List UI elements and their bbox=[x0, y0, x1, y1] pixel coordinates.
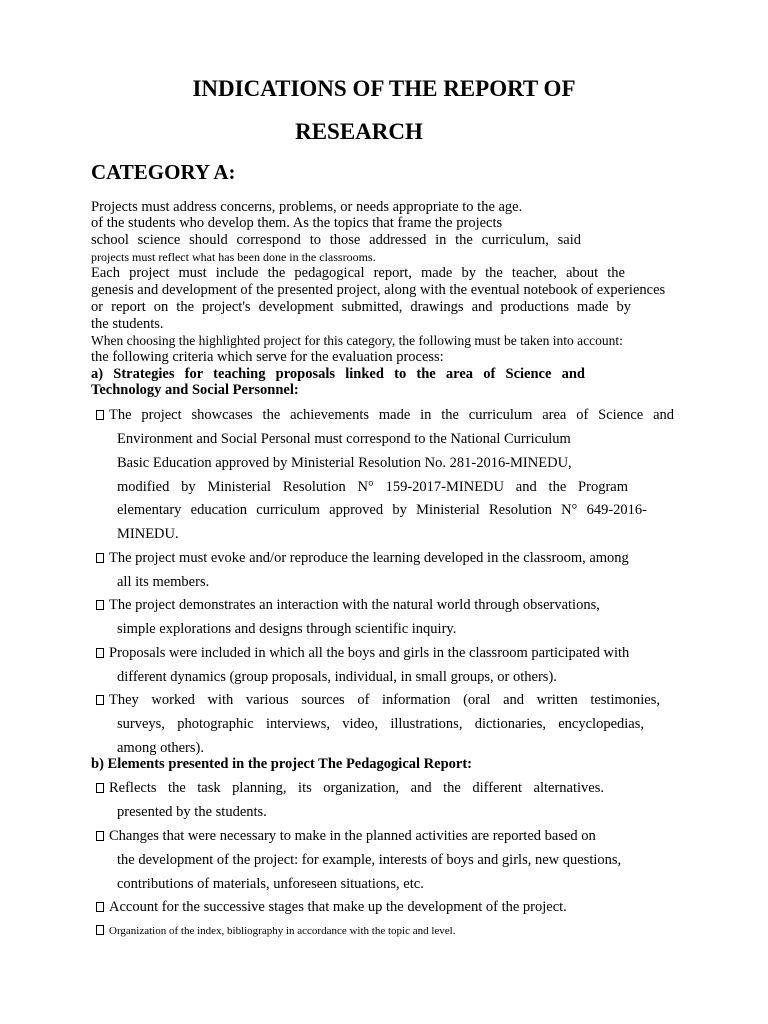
bullet-text: Environment and Social Personal must correspond to the National Curriculum bbox=[117, 431, 571, 447]
bullet-box-icon bbox=[96, 648, 104, 658]
bullet-text: They worked with various sources of information (oral and written testimonies, bbox=[109, 692, 660, 708]
intro-line: When choosing the highlighted project for this category, the following must be taken into account: bbox=[91, 333, 623, 348]
bullet-box-icon bbox=[96, 600, 104, 610]
bullet-text: the development of the project: for example, interests of boys and girls, new questions, bbox=[117, 852, 622, 868]
bullet-box-icon bbox=[96, 553, 104, 563]
bullet-box-icon bbox=[96, 783, 104, 793]
bullet-text: elementary education curriculum approved by Ministerial Resolution N° 649-2016- bbox=[117, 502, 647, 518]
title-line-1: INDICATIONS OF THE REPORT OF bbox=[192, 76, 576, 101]
intro-line: or report on the project's development submitted, drawings and productions made by bbox=[91, 299, 631, 315]
bullet-box-icon bbox=[96, 925, 104, 935]
bullet-box-icon bbox=[96, 831, 104, 841]
intro-line: Each project must include the pedagogical report, made by the teacher, about the bbox=[91, 265, 625, 281]
section-b-heading: b) Elements presented in the project The Pedagogical Report: bbox=[91, 756, 472, 772]
intro-line: the following criteria which serve for the evaluation process: bbox=[91, 349, 444, 365]
section-a-heading: Technology and Social Personnel: bbox=[91, 382, 299, 398]
bullet-text: Organization of the index, bibliography in accordance with the topic and level. bbox=[109, 925, 456, 937]
bullet-box-icon bbox=[96, 902, 104, 912]
intro-line: Projects must address concerns, problems, or needs appropriate to the age. bbox=[91, 199, 523, 215]
title-line-2: RESEARCH bbox=[295, 119, 423, 144]
bullet-text: Changes that were necessary to make in the planned activities are reported based on bbox=[109, 828, 596, 844]
bullet-text: MINEDU. bbox=[117, 526, 179, 542]
bullet-text: simple explorations and designs through scientific inquiry. bbox=[117, 621, 457, 637]
bullet-text: presented by the students. bbox=[117, 804, 267, 820]
bullet-text: among others). bbox=[117, 740, 204, 756]
bullet-text: different dynamics (group proposals, individual, in small groups, or others). bbox=[117, 669, 557, 685]
bullet-text: Reflects the task planning, its organization, and the different alternatives. bbox=[109, 780, 604, 796]
intro-line: school science should correspond to those addressed in the curriculum, said bbox=[91, 232, 581, 248]
bullet-text: The project must evoke and/or reproduce the learning developed in the classroom, among bbox=[109, 550, 629, 566]
bullet-text: all its members. bbox=[117, 574, 210, 590]
bullet-box-icon bbox=[96, 695, 104, 705]
bullet-text: The project demonstrates an interaction with the natural world through observations, bbox=[109, 597, 600, 613]
bullet-text: contributions of materials, unforeseen situations, etc. bbox=[117, 876, 424, 892]
bullet-text: Basic Education approved by Ministerial Resolution No. 281-2016-MINEDU, bbox=[117, 455, 572, 471]
bullet-text: Account for the successive stages that make up the development of the project. bbox=[109, 899, 567, 915]
intro-line: projects must reflect what has been done in the classrooms. bbox=[91, 250, 376, 264]
bullet-text: surveys, photographic interviews, video, illustrations, dictionaries, encyclopedias, bbox=[117, 716, 644, 732]
intro-line: genesis and development of the presented project, along with the eventual notebook of experiences bbox=[91, 282, 666, 298]
bullet-text: Proposals were included in which all the boys and girls in the classroom participated with bbox=[109, 645, 630, 661]
intro-line: the students. bbox=[91, 316, 164, 332]
category-heading: CATEGORY A: bbox=[91, 160, 236, 184]
bullet-text: The project showcases the achievements made in the curriculum area of Science and bbox=[109, 407, 674, 423]
section-a-heading: a) Strategies for teaching proposals linked to the area of Science and bbox=[91, 366, 585, 382]
bullet-box-icon bbox=[96, 410, 104, 420]
intro-line: of the students who develop them. As the topics that frame the projects bbox=[91, 215, 503, 231]
bullet-text: modified by Ministerial Resolution N° 159-2017-MINEDU and the Program bbox=[117, 479, 628, 495]
